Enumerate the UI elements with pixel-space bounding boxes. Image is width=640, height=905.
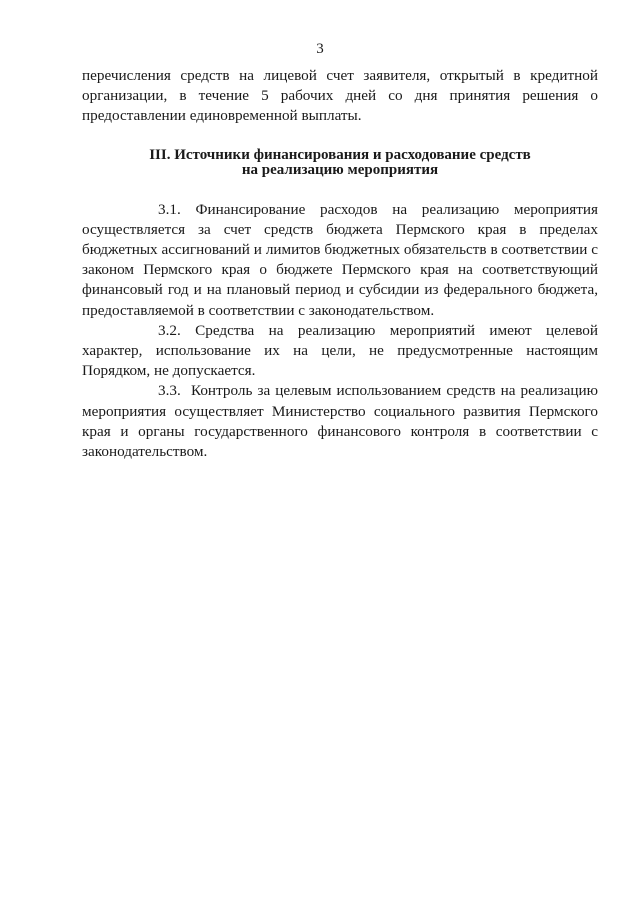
clause-text: Контроль за целевым использованием средств на реализацию мероприятия осуществляет Министерство социального развития Пермского края и органы государственного финансового контроля в соответствии с законодательством. <box>82 382 599 461</box>
clause-3-2 <box>82 321 598 382</box>
clause-text: Финансирование расходов на реализацию мероприятия осуществляется за счет средств бюджета Пермского края в пределах бюджетных ассигнований и лимитов бюджетных обязательств в соответствии с законом Пермского края о бюджете Пермского края на соответствующий финансовый год и на плановый период и субсидии из федерального бюджета, предоставляемой в соответствии с законодательством. <box>82 200 598 319</box>
clause-number: 3.2. <box>158 321 181 339</box>
intro-paragraph: перечисления средств на лицевой счет заявителя, открытый в кредитной организации, в течение 5 рабочих дней со дня принятия решения о предоставлении единовременной выплаты. <box>82 67 598 125</box>
clause-text: Средства на реализацию мероприятий имеют целевой характер, использование их на цели, не предусмотренные настоящим Порядком, не допускается. <box>82 321 598 380</box>
page-number: 3 <box>316 41 324 57</box>
clause-number: 3.1. <box>158 200 181 218</box>
section-heading-line-1: III. Источники финансирования и расходование средств <box>149 146 531 163</box>
section-heading-line-2: на реализацию мероприятия <box>241 161 439 178</box>
clause-number: 3.3. <box>158 382 181 400</box>
section-heading <box>82 148 598 178</box>
document-body <box>82 66 598 462</box>
clause-3-1 <box>82 200 598 321</box>
clause-3-3 <box>82 381 598 462</box>
